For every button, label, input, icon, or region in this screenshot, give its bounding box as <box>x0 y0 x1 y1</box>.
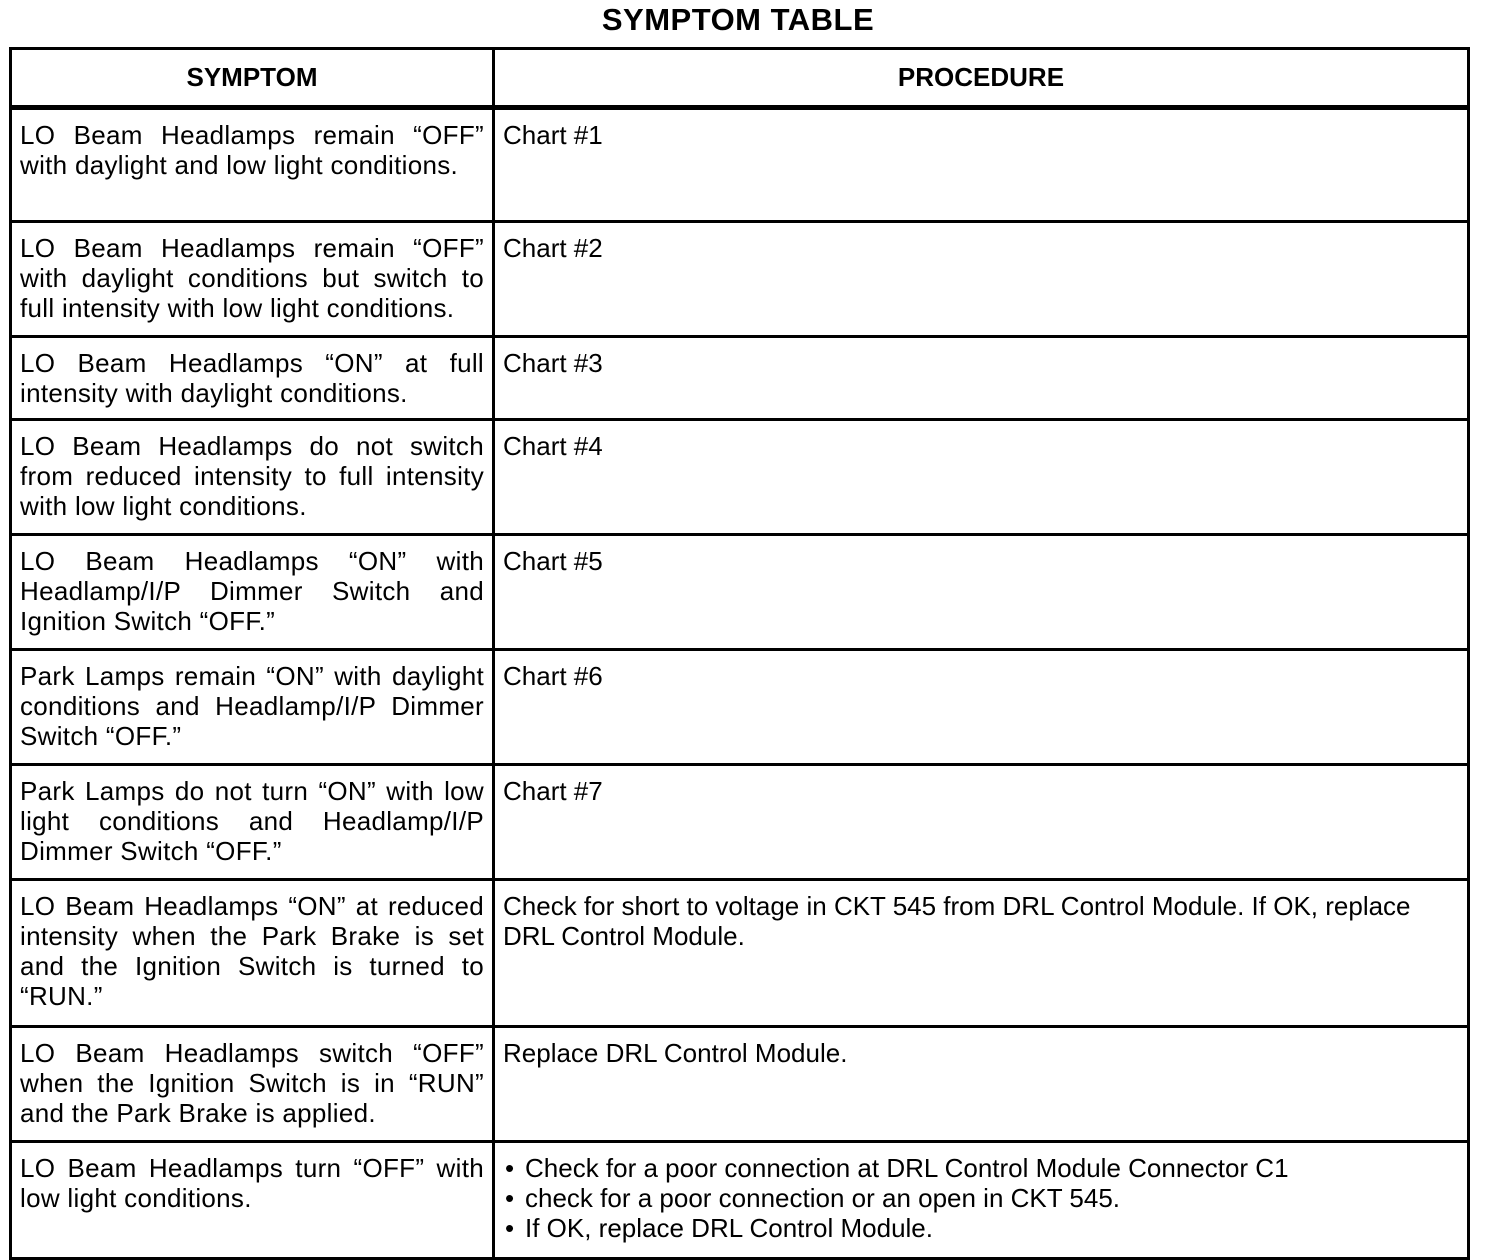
symptom-cell: LO Beam Headlamps remain “OFF” with daylight conditions but switch to full intensity with low light conditions. <box>11 222 494 337</box>
table-row <box>11 108 1469 222</box>
procedure-step <box>503 1183 1459 1213</box>
symptom-cell: LO Beam Headlamps remain “OFF” with daylight and low light conditions. <box>11 108 494 222</box>
table-row <box>11 1142 1469 1259</box>
symptom-cell: LO Beam Headlamps “ON” at reduced intensity when the Park Brake is set and the Ignition Switch is turned to “RUN.” <box>11 880 494 1027</box>
procedure-step-text: Check for a poor connection at DRL Control Module Connector C1 <box>525 1153 1289 1183</box>
table-row <box>11 765 1469 880</box>
procedure-cell: Chart #3 <box>494 337 1469 420</box>
bullet-icon: • <box>505 1153 515 1183</box>
procedure-step-text: If OK, replace DRL Control Module. <box>525 1213 933 1243</box>
table-row <box>11 1027 1469 1142</box>
table-row <box>11 420 1469 535</box>
table-row <box>11 222 1469 337</box>
procedure-cell: Chart #1 <box>494 108 1469 222</box>
procedure-cell: Chart #4 <box>494 420 1469 535</box>
table-row <box>11 880 1469 1027</box>
bullet-icon: • <box>505 1213 515 1243</box>
symptom-cell: LO Beam Headlamps “ON” at full intensity with daylight conditions. <box>11 337 494 420</box>
page-title: SYMPTOM TABLE <box>601 2 875 37</box>
symptom-cell: Park Lamps do not turn “ON” with low light conditions and Headlamp/I/P Dimmer Switch “OFF.” <box>11 765 494 880</box>
symptom-cell: LO Beam Headlamps switch “OFF” when the Ignition Switch is in “RUN” and the Park Brake is applied. <box>11 1027 494 1142</box>
symptom-cell: LO Beam Headlamps turn “OFF” with low light conditions. <box>11 1142 494 1259</box>
symptom-column-header: SYMPTOM <box>11 49 494 108</box>
procedure-cell: Replace DRL Control Module. <box>494 1027 1469 1142</box>
symptom-cell: Park Lamps remain “ON” with daylight conditions and Headlamp/I/P Dimmer Switch “OFF.” <box>11 650 494 765</box>
procedure-cell: Chart #7 <box>494 765 1469 880</box>
procedure-step-text: check for a poor connection or an open in CKT 545. <box>525 1183 1121 1213</box>
procedure-step-list <box>503 1153 1459 1243</box>
table-header-row <box>11 49 1469 108</box>
bullet-icon: • <box>505 1183 515 1213</box>
procedure-cell: Check for short to voltage in CKT 545 from DRL Control Module. If OK, replace DRL Control Module. <box>494 880 1469 1027</box>
procedure-cell: Chart #2 <box>494 222 1469 337</box>
table-row <box>11 337 1469 420</box>
procedure-cell <box>494 1142 1469 1259</box>
procedure-cell: Chart #5 <box>494 535 1469 650</box>
procedure-step <box>503 1153 1459 1183</box>
symptom-cell: LO Beam Headlamps do not switch from reduced intensity to full intensity with low light conditions. <box>11 420 494 535</box>
symptom-cell: LO Beam Headlamps “ON” with Headlamp/I/P Dimmer Switch and Ignition Switch “OFF.” <box>11 535 494 650</box>
symptom-table <box>9 47 1470 1260</box>
table-row <box>11 650 1469 765</box>
table-row <box>11 535 1469 650</box>
procedure-cell: Chart #6 <box>494 650 1469 765</box>
procedure-step <box>503 1213 1459 1243</box>
procedure-column-header: PROCEDURE <box>494 49 1469 108</box>
